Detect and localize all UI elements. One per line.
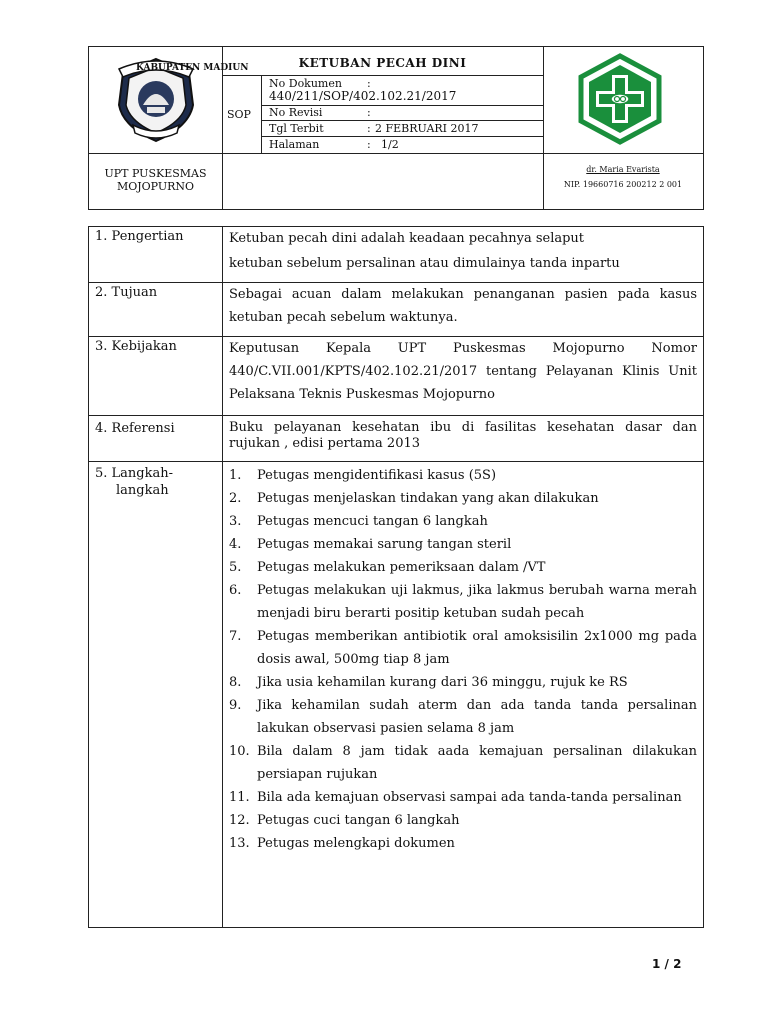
- step-item: [229, 487, 697, 510]
- section-label-kebijakan: 3. Kebijakan: [95, 339, 177, 354]
- page-value: 1/2: [381, 138, 399, 151]
- step-item: [229, 694, 697, 740]
- step-number: 7.: [229, 629, 242, 644]
- sop-header-table: [88, 46, 704, 210]
- step-text: Petugas mencuci tangan 6 langkah: [257, 514, 488, 529]
- step-text: Bila ada kemajuan observasi sampai ada tanda-tanda persalinan: [257, 790, 682, 805]
- step-item: [229, 510, 697, 533]
- step-text: Petugas memakai sarung tangan steril: [257, 537, 512, 552]
- page-label: Halaman: [269, 138, 320, 151]
- step-number: 3.: [229, 514, 242, 529]
- colon: :: [367, 77, 371, 90]
- section-label-langkah: [95, 465, 173, 499]
- page-indicator: 1 / 2: [652, 957, 682, 971]
- step-text: Petugas menjelaskan tindakan yang akan dilakukan: [257, 491, 599, 506]
- step-item: [229, 556, 697, 579]
- step-number: 6.: [229, 583, 242, 598]
- langkah-label-line-1: 5. Langkah-: [95, 466, 174, 481]
- section-text-kebijakan: Keputusan Kepala UPT Puskesmas Mojopurno Nomor 440/C.VII.001/KPTS/402.102.21/2017 tentang Pelayanan Klinis Unit Pelaksana Teknis Puskesmas Mojopurno: [229, 341, 697, 402]
- step-number: 5.: [229, 560, 242, 575]
- signer-name: dr. Maria Evarista: [586, 165, 660, 174]
- step-number: 13.: [229, 836, 250, 851]
- step-text: Petugas melengkapi dokumen: [257, 836, 455, 851]
- document-title: KETUBAN PECAH DINI: [298, 56, 467, 70]
- section-text-pengertian: [229, 227, 697, 275]
- pengertian-line-1: Ketuban pecah dini adalah keadaan pecahnya selaput: [229, 231, 585, 246]
- puskesmas-logo: [575, 53, 665, 145]
- step-item: [229, 579, 697, 625]
- step-text: Petugas memberikan antibiotik oral amoksisilin 2x1000 mg pada dosis awal, 500mg tiap 8 jam: [257, 629, 697, 667]
- langkah-label-line-2: langkah: [116, 483, 169, 498]
- step-text: Petugas melakukan uji lakmus, jika lakmus berubah warna merah menjadi biru berarti positip ketuban sudah pecah: [257, 583, 697, 621]
- step-item: [229, 832, 697, 855]
- colon: :: [367, 106, 371, 119]
- step-text: Jika kehamilan sudah aterm dan ada tanda tanda persalinan lakukan observasi pasien selama 8 jam: [257, 698, 697, 736]
- logo-caption: KABUPATEN MADIUN: [136, 63, 249, 73]
- org-line-2: MOJOPURNO: [116, 180, 195, 193]
- step-item: [229, 740, 697, 786]
- section-text-tujuan: Sebagai acuan dalam melakukan penanganan pasien pada kasus ketuban pecah sebelum waktunya.: [229, 287, 697, 325]
- colon: :: [367, 122, 371, 135]
- step-text: Jika usia kehamilan kurang dari 36 minggu, rujuk ke RS: [257, 675, 628, 690]
- section-label-pengertian: 1. Pengertian: [95, 229, 184, 244]
- issue-date-label: Tgl Terbit: [269, 122, 324, 135]
- step-item: [229, 533, 697, 556]
- section-label-referensi: 4. Referensi: [95, 421, 175, 436]
- step-item: [229, 671, 697, 694]
- organization-name: [89, 167, 222, 193]
- revision-label: No Revisi: [269, 106, 323, 119]
- doc-number-label: No Dokumen: [269, 77, 342, 90]
- colon: :: [367, 138, 371, 151]
- step-item: [229, 464, 697, 487]
- step-item: [229, 625, 697, 671]
- step-text: Petugas cuci tangan 6 langkah: [257, 813, 460, 828]
- step-number: 1.: [229, 468, 242, 483]
- pengertian-line-2: ketuban sebelum persalinan atau dimulainya tanda inpartu: [229, 256, 620, 271]
- step-number: 12.: [229, 813, 250, 828]
- step-number: 4.: [229, 537, 242, 552]
- org-line-1: UPT PUSKESMAS: [104, 167, 207, 180]
- step-item: [229, 809, 697, 832]
- steps-list: [229, 464, 697, 855]
- step-number: 9.: [229, 698, 242, 713]
- sop-label: SOP: [227, 108, 251, 121]
- step-number: 8.: [229, 675, 242, 690]
- section-label-tujuan: 2. Tujuan: [95, 285, 158, 300]
- step-text: Petugas melakukan pemeriksaan dalam /VT: [257, 560, 546, 575]
- step-number: 10.: [229, 744, 250, 759]
- section-text-referensi: Buku pelayanan kesehatan ibu di fasilitas kesehatan dasar dan rujukan , edisi pertama 2013: [229, 420, 697, 451]
- step-item: [229, 786, 697, 809]
- step-number: 11.: [229, 790, 250, 805]
- step-text: Bila dalam 8 jam tidak aada kemajuan persalinan dilakukan persiapan rujukan: [257, 744, 697, 782]
- doc-number-value: 440/211/SOP/402.102.21/2017: [269, 89, 457, 103]
- step-number: 2.: [229, 491, 242, 506]
- issue-date-value: 2 FEBRUARI 2017: [375, 122, 479, 135]
- sop-content-table: [88, 226, 704, 928]
- signer-nip: NIP. 19660716 200212 2 001: [563, 180, 683, 189]
- step-text: Petugas mengidentifikasi kasus (5S): [257, 468, 497, 483]
